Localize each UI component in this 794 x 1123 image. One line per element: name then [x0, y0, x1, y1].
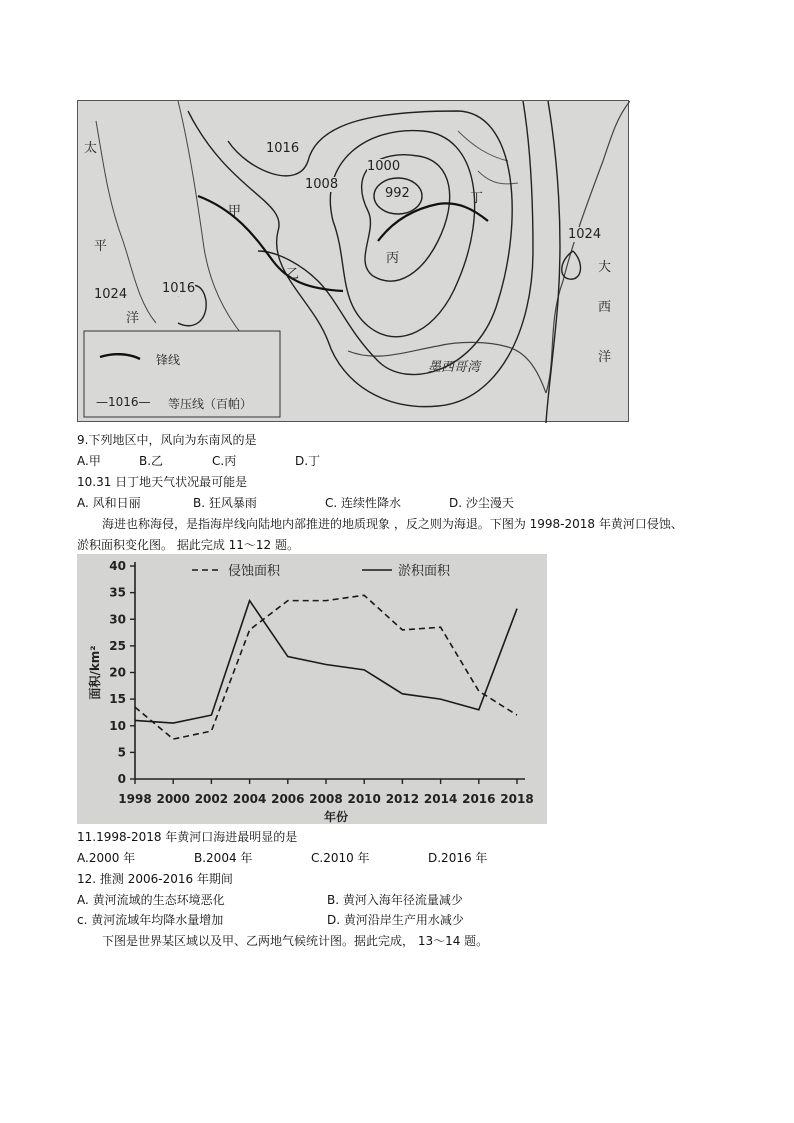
weather-map: [77, 100, 629, 422]
q11-stem: 11.1998-2018 年黄河口海进最明显的是: [77, 830, 298, 844]
q12-option-c[interactable]: c. 黄河流域年均降水量增加: [77, 913, 224, 927]
q11-option-b[interactable]: B.2004 年: [194, 851, 253, 865]
series-line-deposition: [135, 601, 517, 723]
isobar-label-1008: 1008: [305, 177, 339, 192]
isobar-1008: [330, 131, 474, 337]
q9-option-c[interactable]: C.丙: [212, 454, 237, 468]
y-tick-label: 5: [117, 745, 126, 760]
y-tick-label: 40: [109, 559, 126, 573]
legend-erosion-label: 侵蚀面积: [228, 564, 281, 579]
x-tick-label: 2010: [347, 792, 381, 806]
map-label-atlantic-1: 大: [598, 260, 612, 275]
q9-option-a[interactable]: A.甲: [77, 454, 101, 468]
q11-option-d[interactable]: D.2016 年: [428, 851, 488, 865]
y-tick-label: 25: [109, 638, 126, 653]
q11-option-a[interactable]: A.2000 年: [77, 851, 136, 865]
y-tick-label: 30: [109, 612, 126, 627]
y-tick-label: 0: [117, 772, 126, 786]
cold-front: [198, 196, 343, 291]
q10-option-c[interactable]: C. 连续性降水: [325, 496, 402, 510]
map-label-pacific-3: 洋: [126, 311, 140, 326]
legend-isobar-label: 等压线（百帕）: [168, 397, 253, 411]
q10-option-d[interactable]: D. 沙尘漫天: [449, 496, 514, 510]
map-label-atlantic-3: 洋: [598, 350, 612, 365]
intro-paragraph-2: 下图是世界某区域以及甲、乙两地气候统计图。据此完成， 13～14 题。: [102, 934, 489, 948]
location-ding: 丁: [470, 191, 484, 206]
location-yi: 乙: [286, 267, 300, 282]
y-tick-label: 20: [109, 665, 126, 680]
erosion-deposition-chart: [77, 554, 547, 824]
x-tick-label: 2008: [309, 792, 343, 806]
x-tick-label: 2002: [194, 792, 229, 806]
intro-paragraph-line-1: 海进也称海侵，是指海岸线向陆地内部推进的地质现象 ，反之则为海退。下图为 1998-2018 年黄河口侵蚀、: [102, 517, 683, 531]
x-tick-label: 2016: [462, 792, 496, 806]
legend-front-label: 锋线: [156, 353, 181, 367]
isobar-label-1024a: 1024: [94, 287, 128, 302]
q12-option-b[interactable]: B. 黄河入海年径流量减少: [327, 893, 463, 907]
q10-options: [77, 494, 777, 510]
q10-stem: 10.31 日丁地天气状况最可能是: [77, 475, 248, 489]
q9-option-d[interactable]: D.丁: [295, 454, 321, 468]
q12-option-d[interactable]: D. 黄河沿岸生产用水减少: [327, 913, 464, 927]
q10-option-a[interactable]: A. 风和日丽: [77, 496, 141, 510]
map-label-pacific-2: 平: [94, 239, 108, 254]
map-label-pacific-1: 太: [84, 141, 98, 156]
q12-options: [77, 891, 777, 931]
map-label-atlantic-2: 西: [598, 300, 612, 315]
x-tick-label: 2012: [385, 792, 420, 806]
isobar-label-1016a: 1016: [266, 141, 300, 156]
q9-stem: 9.下列地区中，风向为东南风的是: [77, 433, 257, 447]
isobar-label-1024b: 1024: [568, 227, 602, 242]
atlantic-coast: [546, 101, 630, 393]
x-tick-label: 1998: [118, 792, 152, 806]
y-tick-label: 35: [109, 585, 126, 600]
map-lines: [78, 101, 630, 423]
intro-paragraph-line-2: 淤积面积变化图。 据此完成 11～12 题。: [77, 538, 299, 552]
isobar-1020: [546, 101, 560, 423]
series-line-erosion: [135, 595, 517, 739]
x-tick-label: 2018: [500, 792, 534, 806]
gulf-of-mexico-label: 墨西哥湾: [428, 360, 481, 375]
isobar-label-1000: 1000: [367, 159, 401, 174]
y-tick-label: 10: [109, 718, 126, 733]
q11-option-c[interactable]: C.2010 年: [311, 851, 370, 865]
isobar-label-1016b: 1016: [162, 281, 196, 296]
isobar-label-992: 992: [385, 186, 410, 201]
q12-stem: 12. 推测 2006-2016 年期间: [77, 872, 233, 886]
y-axis-label: 面积/km²: [88, 645, 102, 700]
q9-option-b[interactable]: B.乙: [139, 454, 164, 468]
q11-options: [77, 849, 777, 865]
y-tick-label: 15: [109, 692, 126, 707]
q12-option-a[interactable]: A. 黄河流域的生态环境恶化: [77, 893, 225, 907]
x-tick-label: 2000: [156, 792, 190, 806]
q10-option-b[interactable]: B. 狂风暴雨: [193, 496, 257, 510]
chart-svg: [77, 554, 547, 824]
location-bing: 丙: [386, 251, 400, 266]
x-tick-label: 2014: [423, 792, 458, 806]
x-axis-label: 年份: [323, 810, 349, 824]
x-tick-label: 2006: [271, 792, 305, 806]
legend-isobar-sample: —1016—: [96, 395, 151, 409]
location-jia: 甲: [228, 204, 242, 219]
legend-deposition-label: 淤积面积: [398, 564, 451, 579]
x-tick-label: 2004: [232, 792, 267, 806]
q9-options: [77, 452, 777, 468]
great-lakes: [458, 131, 518, 184]
